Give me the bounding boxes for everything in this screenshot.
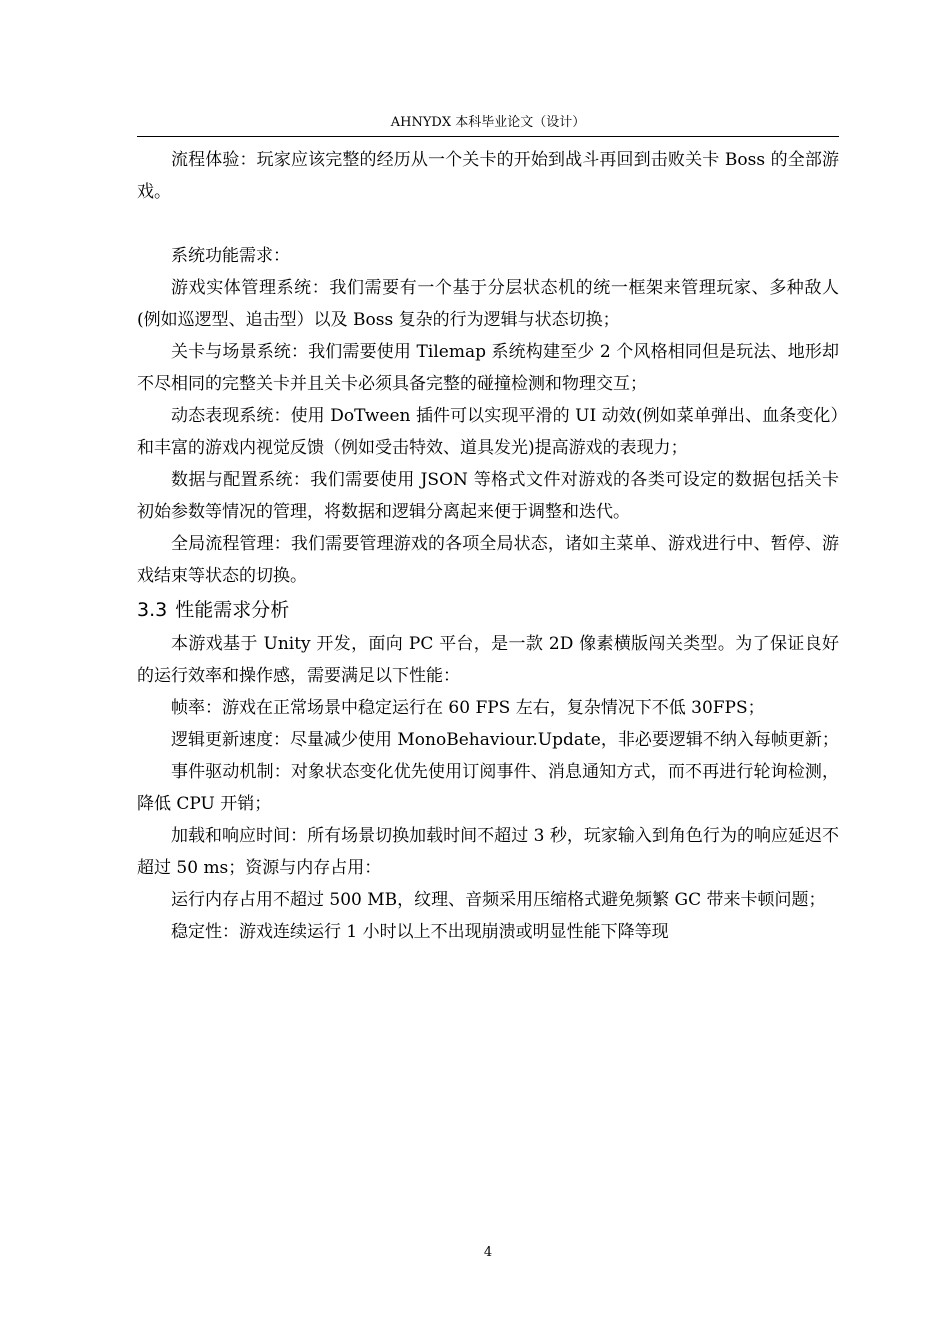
paragraph-frame-rate: 帧率：游戏在正常场景中稳定运行在 60 FPS 左右，复杂情况下不低 30FPS； xyxy=(171,698,765,718)
paragraph-dynamic-presentation: 动态表现系统：使用 DoTween 插件可以实现平滑的 UI 动效(例如菜单弹出、血条变化）和丰富的游戏内视觉反馈（例如受击特效、道具发光)提高游戏的表现力； xyxy=(137,406,839,458)
paragraph-stability: 稳定性：游戏连续运行 1 小时以上不出现崩溃或明显性能下降等现 xyxy=(171,922,669,942)
paragraph-level-scene-system: 关卡与场景系统：我们需要使用 Tilemap 系统构建至少 2 个风格相同但是玩法、地形却不尽相同的完整关卡并且关卡必须具备完整的碰撞检测和物理交互； xyxy=(137,342,839,394)
paragraph-entity-management: 游戏实体管理系统：我们需要有一个基于分层状态机的统一框架来管理玩家、多种敌人(例如巡逻型、追击型）以及 Boss 复杂的行为逻辑与状态切换； xyxy=(137,278,839,330)
running-header: AHNYDX 本科毕业论文（设计） xyxy=(390,115,586,130)
paragraph-flow-experience: 流程体验：玩家应该完整的经历从一个关卡的开始到战斗再回到击败关卡 Boss 的全部游戏。 xyxy=(137,150,839,202)
section-heading-3-3 xyxy=(137,592,839,628)
document-body xyxy=(137,144,839,948)
paragraph-event-driven: 事件驱动机制：对象状态变化优先使用订阅事件、消息通知方式，而不再进行轮询检测，降低 CPU 开销； xyxy=(137,762,839,814)
page-number: 4 xyxy=(483,1245,493,1260)
paragraph-logic-update: 逻辑更新速度：尽量减少使用 MonoBehaviour.Update，非必要逻辑不纳入每帧更新； xyxy=(171,730,839,750)
paragraph-data-config: 数据与配置系统：我们需要使用 JSON 等格式文件对游戏的各类可设定的数据包括关卡初始参数等情况的管理，将数据和逻辑分离起来便于调整和迭代。 xyxy=(137,470,839,522)
section-title: 性能需求分析 xyxy=(175,599,290,621)
header-divider xyxy=(137,136,839,137)
paragraph-memory-usage: 运行内存占用不超过 500 MB，纹理、音频采用压缩格式避免频繁 GC 带来卡顿问题； xyxy=(171,890,826,910)
paragraph-load-response: 加载和响应时间：所有场景切换加载时间不超过 3 秒，玩家输入到角色行为的响应延迟不超过 50 ms；资源与内存占用： xyxy=(137,826,839,878)
section-number: 3.3 xyxy=(137,599,168,621)
paragraph-performance-intro: 本游戏基于 Unity 开发，面向 PC 平台，是一款 2D 像素横版闯关类型。为了保证良好的运行效率和操作感，需要满足以下性能： xyxy=(137,634,839,686)
paragraph-functional-requirements-intro: 系统功能需求： xyxy=(171,246,290,266)
paragraph-global-flow: 全局流程管理：我们需要管理游戏的各项全局状态，诸如主菜单、游戏进行中、暂停、游戏结束等状态的切换。 xyxy=(137,534,839,586)
blank-line xyxy=(137,208,839,240)
